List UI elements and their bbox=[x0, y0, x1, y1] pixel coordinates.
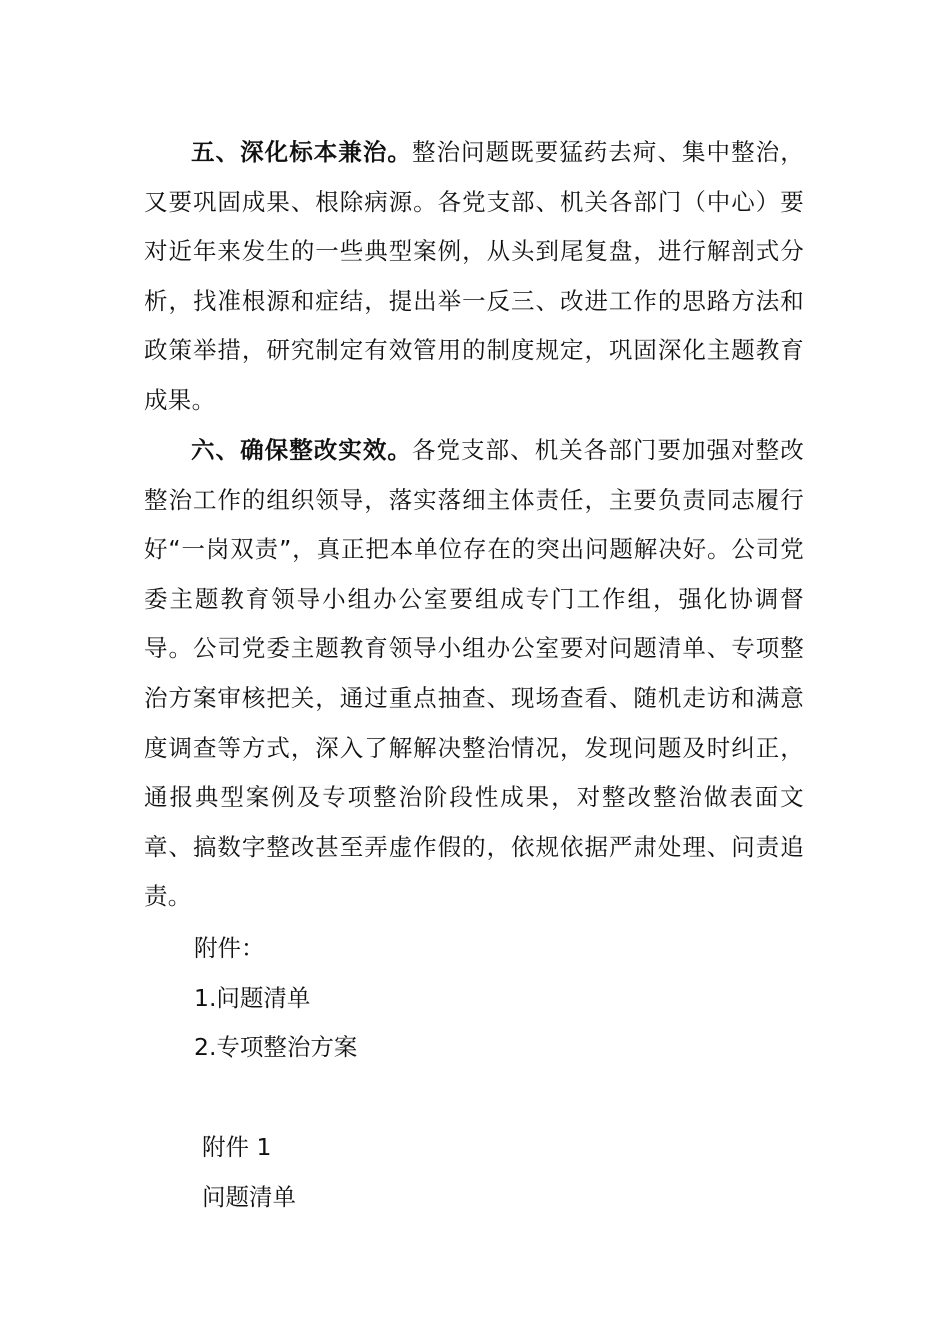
section-body: 各党支部、机关各部门要加强对整改整治工作的组织领导，落实落细主体责任，主要负责同志履行好“一岗双责”，真正把本单位存在的突出问题解决好。公司党委主题教育领导小组办公室要组成专门工作组，强化协调督导。公司党委主题教育领导小组办公室要对问题清单、专项整治方案审核把关，通过重点抽查、现场查看、随机走访和满意度调查等方式，深入了解解决整治情况，发现问题及时纠正，通报典型案例及专项整治阶段性成果，对整改整治做表面文章、搞数字整改甚至弄虚作假的，依规依据严肃处理、问责追责。 bbox=[144, 436, 804, 911]
attachment-list-item: 2.专项整治方案 bbox=[194, 1033, 358, 1061]
attachment-list-item: 1.问题清单 bbox=[194, 984, 311, 1012]
attachment-1-title: 附件 1 bbox=[202, 1133, 272, 1161]
section-heading: 六、确保整改实效。 bbox=[191, 436, 412, 464]
section-body: 整治问题既要猛药去疴、集中整治，又要巩固成果、根除病源。各党支部、机关各部门（中心）要对近年来发生的一些典型案例，从头到尾复盘，进行解剖式分析，找准根源和症结，提出举一反三、改进工作的思路方法和政策举措，研究制定有效管用的制度规定，巩固深化主题教育成果。 bbox=[144, 138, 804, 414]
section-ensure-effect bbox=[144, 426, 804, 922]
attachments-label: 附件： bbox=[194, 934, 265, 962]
attachment-1-name: 问题清单 bbox=[202, 1183, 296, 1211]
section-deepen-treatment bbox=[144, 128, 804, 426]
section-heading: 五、深化标本兼治。 bbox=[191, 138, 412, 166]
